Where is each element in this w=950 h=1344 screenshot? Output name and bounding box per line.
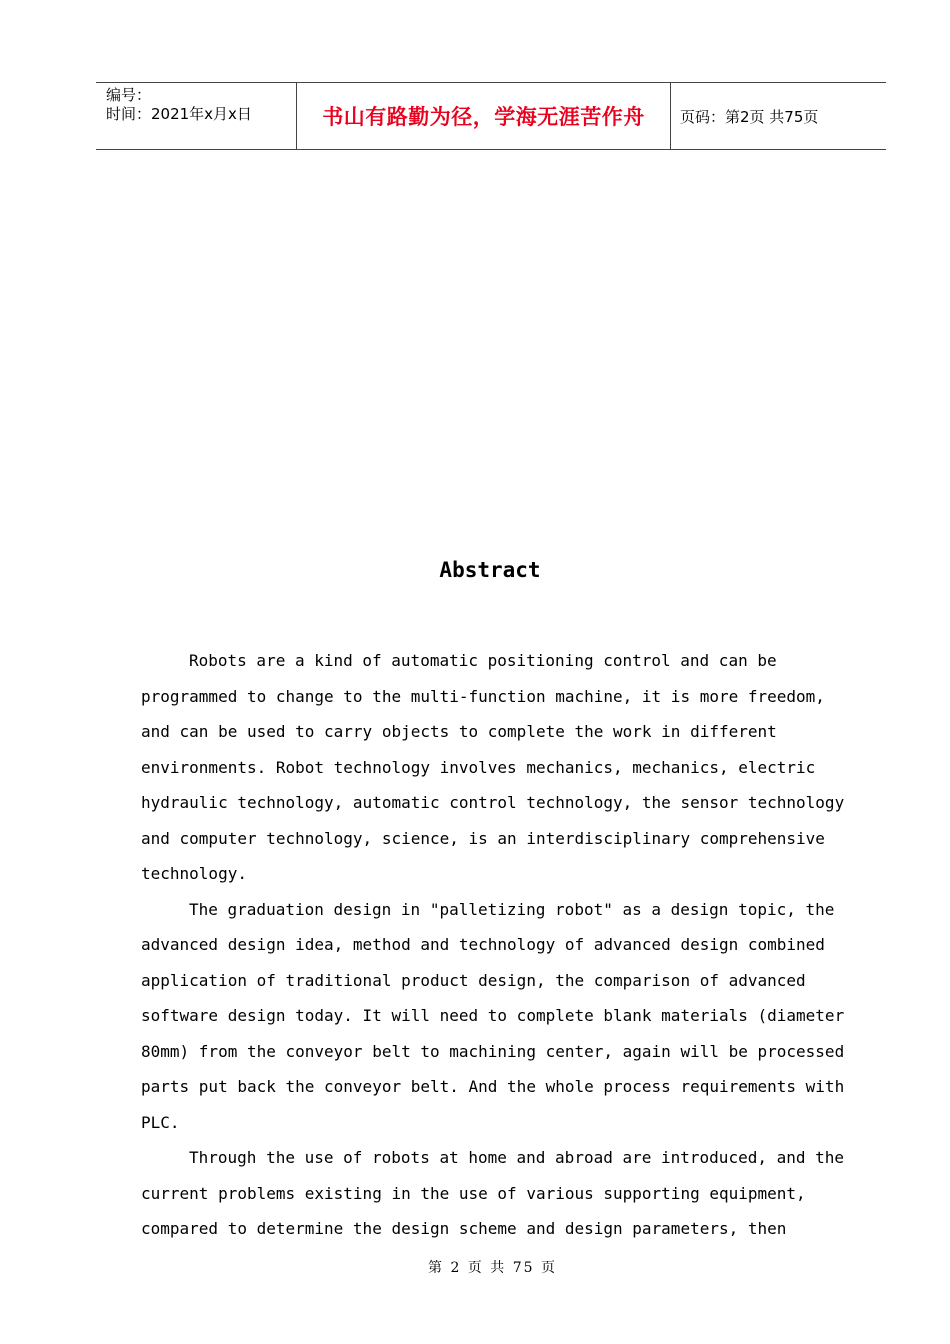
text-line: PLC. [141, 1112, 180, 1132]
text-line: advanced design idea, method and technology of advanced design combined [141, 935, 825, 954]
serial-number-label: 编号： [106, 86, 152, 104]
motto-text: 书山有路勤为径，学海无涯苦作舟 [322, 105, 645, 129]
text-line: software design today. It will need to complete blank materials (diameter [141, 1006, 845, 1025]
text-line: programmed to change to the multi-function machine, it is more freedom, [141, 686, 825, 706]
date-label: 时间：2021年x月x日 [106, 105, 252, 123]
text-line: compared to determine the design scheme and design parameters, then [141, 1219, 787, 1238]
text-line: The graduation design in "palletizing robot" as a design topic, the [189, 899, 835, 919]
abstract-body [141, 643, 851, 1247]
text-line: and can be used to carry objects to complete the work in different [141, 722, 777, 741]
text-line: environments. Robot technology involves mechanics, mechanics, electric [141, 757, 816, 777]
page-footer: 第 2 页 共 75 页 [428, 1260, 557, 1276]
header-motto-cell [297, 83, 671, 149]
text-line: Through the use of robots at home and abroad are introduced, and the [189, 1148, 845, 1167]
text-line: technology. [141, 864, 247, 883]
document-header [96, 82, 886, 150]
page-code: 页码：第2页 共75页 [680, 107, 819, 126]
text-line: and computer technology, science, is an interdisciplinary comprehensive [141, 828, 825, 848]
text-line: hydraulic technology, automatic control technology, the sensor technology [141, 793, 845, 812]
text-line: Robots are a kind of automatic positioning control and can be [189, 651, 777, 670]
text-line: 80mm) from the conveyor belt to machining center, again will be processed [141, 1041, 845, 1061]
text-line: parts put back the conveyor belt. And the whole process requirements with [141, 1077, 845, 1096]
abstract-title: Abstract [439, 558, 541, 582]
header-page-cell [671, 83, 886, 149]
header-meta-cell [96, 83, 297, 149]
text-line: current problems existing in the use of various supporting equipment, [141, 1183, 806, 1203]
text-line: application of traditional product design, the comparison of advanced [141, 970, 806, 990]
